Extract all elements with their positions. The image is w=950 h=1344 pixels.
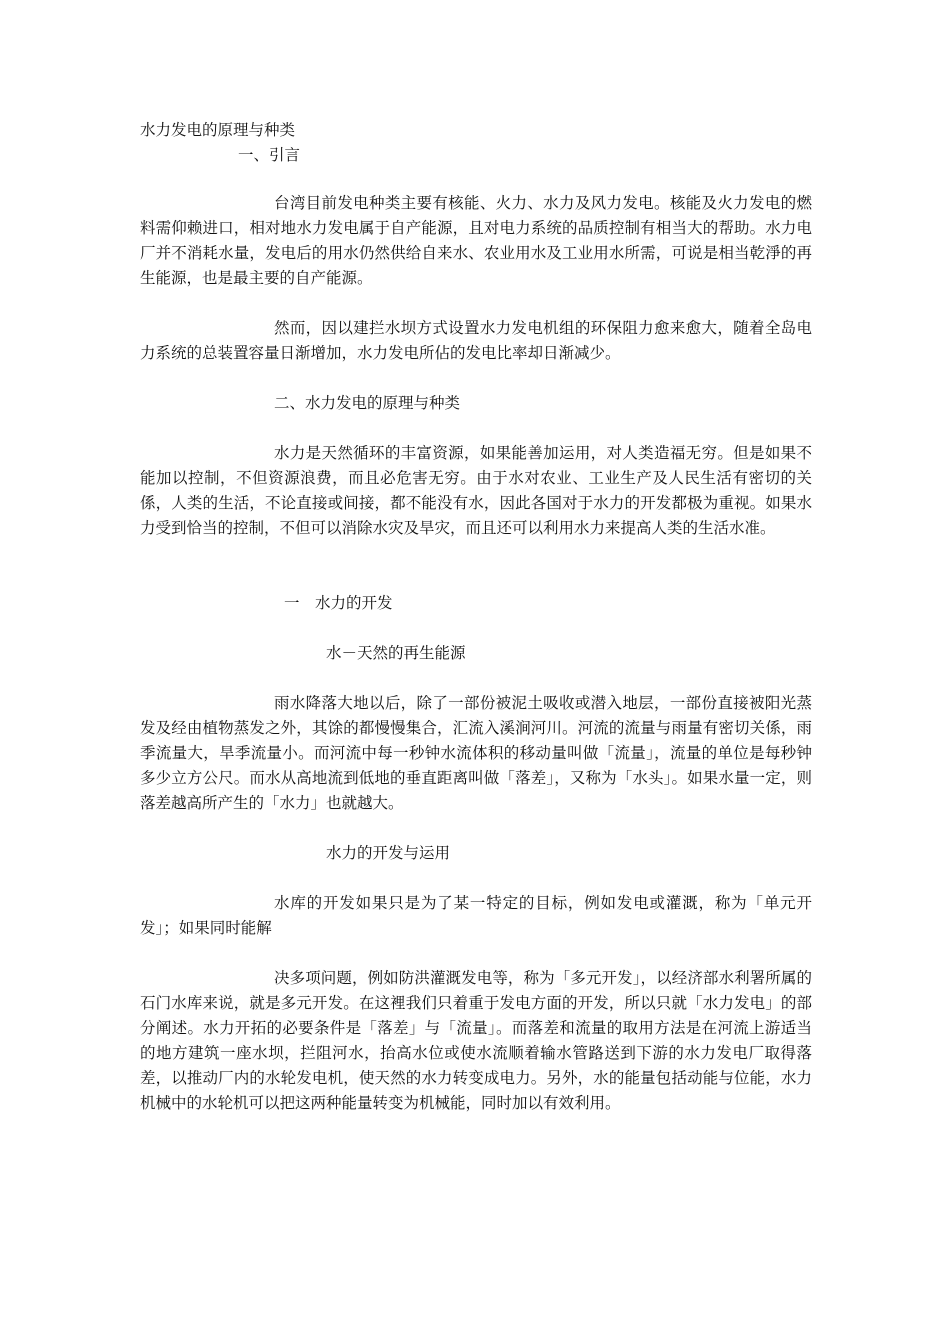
subsection-heading-renewable: 水－天然的再生能源 (326, 644, 466, 662)
utilization-paragraph-2: 决多项问题，例如防洪灌溉发电等，称为「多元开发」，以经济部水利署所属的石门水库来说，就是多元开发。在这裡我们只着重于发电方面的开发，所以只就「水力发电」的部分阐述。水力开拓的必要条件是「落差」与「流量」。而落差和流量的取用方法是在河流上游适当的地方建筑一座水坝，拦阻河水，抬高水位或使水流顺着输水管路送到下游的水力发电厂取得落差，以推动厂内的水轮发电机，使天然的水力转变成电力。另外，水的能量包括动能与位能，水力机械中的水轮机可以把这两种能量转变为机械能，同时加以有效利用。 (140, 969, 812, 1112)
intro-heading: 一、引言 (238, 146, 301, 164)
utilization-paragraph-1: 水库的开发如果只是为了某一特定的目标，例如发电或灌溉，称为「单元开发」；如果同时能解 (140, 894, 812, 937)
section2-paragraph: 水力是天然循环的丰富资源，如果能善加运用，对人类造福无穷。但是如果不能加以控制，不但资源浪费，而且必危害无穷。由于水对农业、工业生产及人民生活有密切的关係，人类的生活，不论直接或间接，都不能没有水，因此各国对于水力的开发都极为重视。如果水力受到恰当的控制，不但可以消除水灾及旱灾，而且还可以利用水力来提高人类的生活水准。 (140, 444, 812, 537)
renewable-paragraph: 雨水降落大地以后，除了一部份被泥土吸收或潜入地层，一部份直接被阳光蒸发及经由植物蒸发之外，其馀的都慢慢集合，汇流入溪涧河川。河流的流量与雨量有密切关係，雨季流量大，旱季流量小。而河流中每一秒钟水流体积的移动量叫做「流量」，流量的单位是每秒钟多少立方公尺。而水从高地流到低地的垂直距离叫做「落差」，又称为「水头」。如果水量一定，则落差越高所产生的「水力」也就越大。 (140, 694, 812, 812)
subsection-heading-utilization: 水力的开发与运用 (326, 844, 451, 862)
document-title: 水力发电的原理与种类 (140, 121, 296, 139)
intro-paragraph-2: 然而，因以建拦水坝方式设置水力发电机组的环保阻力愈来愈大，随着全岛电力系统的总装置容量日渐增加，水力发电所佔的发电比率却日渐减少。 (140, 319, 812, 362)
section2-heading: 二、水力发电的原理与种类 (274, 394, 461, 412)
subsection-heading-development: 一 水力的开发 (284, 594, 393, 612)
intro-paragraph-1: 台湾目前发电种类主要有核能、火力、水力及风力发电。核能及火力发电的燃料需仰赖进口，相对地水力发电属于自产能源，且对电力系统的品质控制有相当大的帮助。水力电厂并不消耗水量，发电后的用水仍然供给自来水、农业用水及工业用水所需，可说是相当乾淨的再生能源，也是最主要的自产能源。 (140, 194, 812, 287)
